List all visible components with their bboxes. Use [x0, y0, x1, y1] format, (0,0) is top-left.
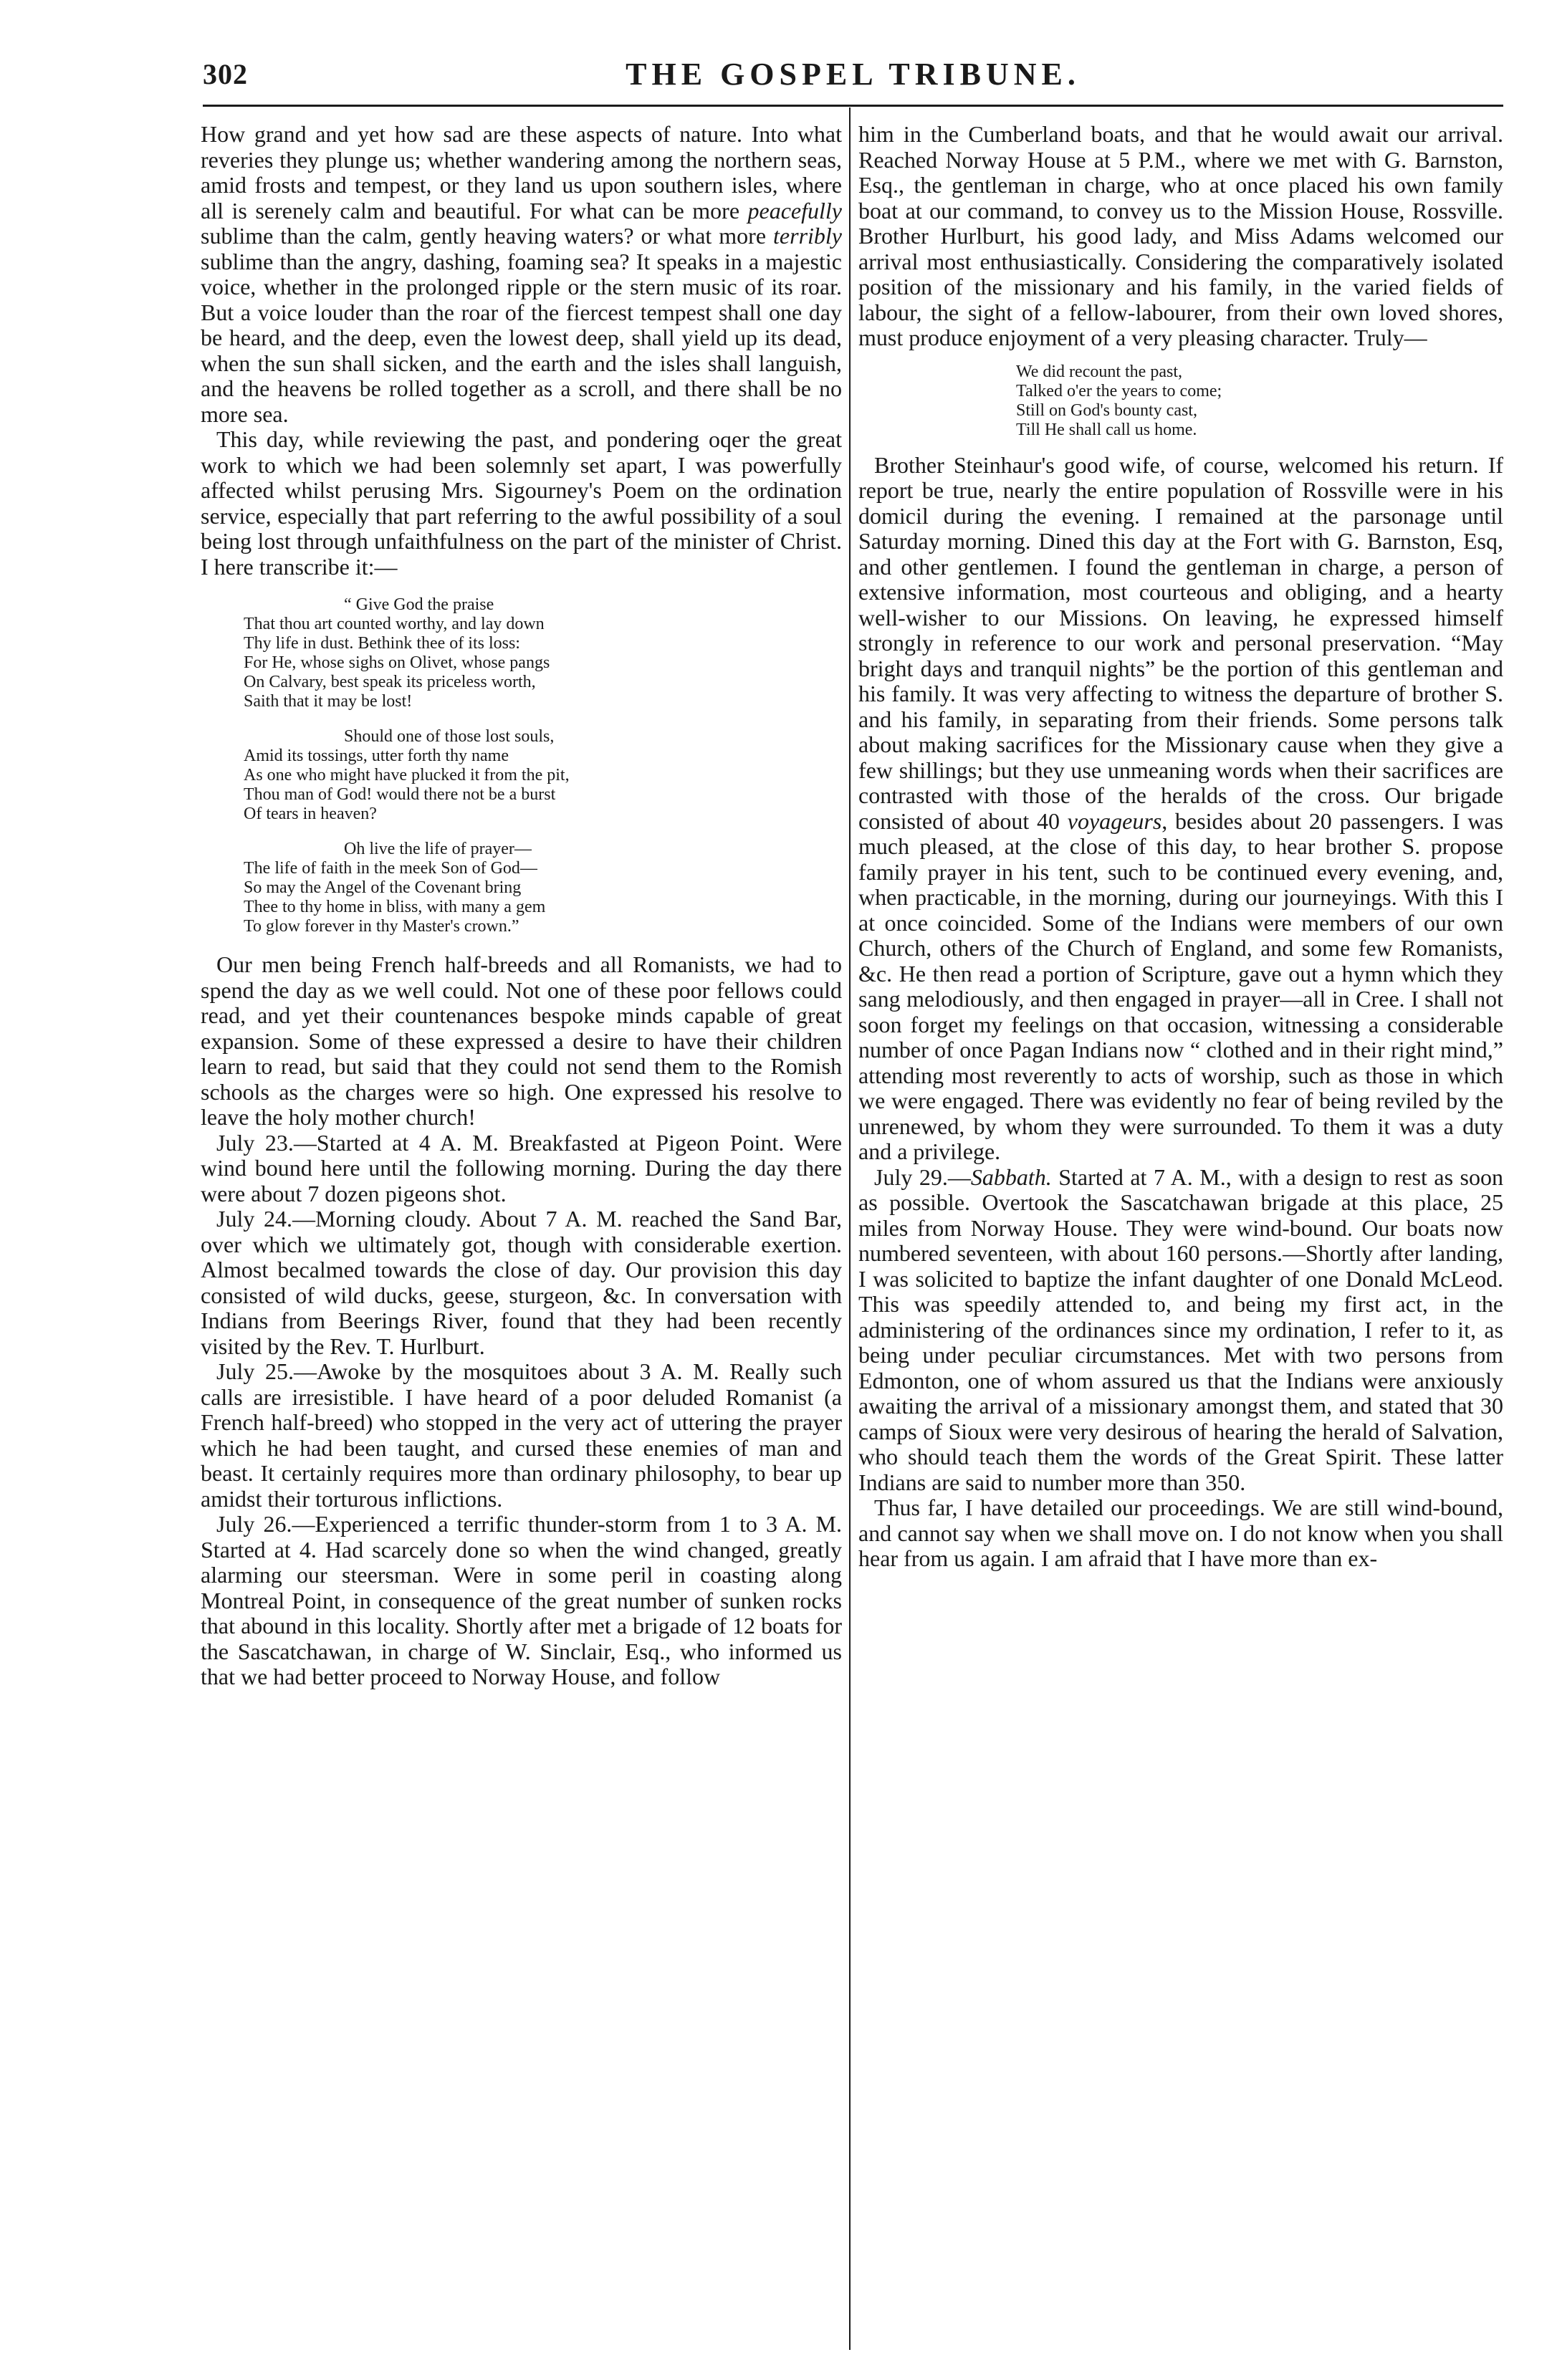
poem-line: Amid its tossings, utter forth thy name — [244, 747, 509, 765]
poem-stanza-1 — [244, 595, 842, 711]
poem-line: On Calvary, best speak its priceless worth, — [244, 673, 536, 691]
poem-line: Should one of those lost souls, — [344, 727, 555, 746]
poem-line: Saith that it may be lost! — [244, 692, 413, 711]
paragraph-july-25: July 25.—Awoke by the mosquitoes about 3 A. M. Really such calls are irresistible. I have heard of a poor deluded Romanist (a French half-breed) who stopped in the very act of uttering the prayer which he had been taught, and cursed these enemies of man and beast. It certainly requires more than ordinary philosophy, to bear up amidst their torturous inflictions. — [201, 1358, 842, 1512]
column-divider — [849, 107, 851, 2350]
paragraph-steinhaur: Brother Steinhaur's good wife, of course, welcomed his return. If report be true, nearly the entire population of Rossville were in his domicil during the evening. I remained at the parsonage until Saturday morning. Dined this day at the Fort with G. Barnston, Esq, and other gentlemen. I found the gentleman in charge, a person of extensive information, most courteous and obliging, and a hearty well-wisher to our Missions. On leaving, he expressed himself strongly in reference to our work and personal preservation. “May bright days and tranquil nights” be the portion of this gentleman and his family. It was very affecting to witness the departure of brother S. and his family, in separating from their friends. Some persons talk about making sacrifices for the Missionary cause when they give a few shillings; but they use unmeaning words when their sacrifices are contrasted with those of the heralds of the cross. Our brigade consisted of about 40 voyageurs, besides about 20 passengers. I was much pleased, at the close of this day, to hear brother S. propose family prayer in his tent, such to be continued every evening, and, when practicable, in the morning, during our journeyings. With this I at once coincided. Some of the Indians were members of our own Church, others of the Church of England, and some few Romanists, &c. He then read a portion of Scripture, gave out a hymn which they sang melodiously, and then engaged in prayer—all in Cree. I shall not soon forget my feelings on that occasion, witnessing a considerable number of once Pagan Indians now “ clothed and in their right mind,” attending most reverently to acts of worship, such as those in which we were engaged. There was evidently no fear of being reviled by the unrenewed, by whom they were surrounded. To them it was a duty and a privilege. — [858, 451, 1503, 1164]
paragraph-men-romanists: Our men being French half-breeds and all Romanists, we had to spend the day as we well could. Not one of these poor fellows could read, and yet their countenances bespoke minds capable of great expansion. Some of these expressed a desire to have their children learn to read, but said that they could not send them to the Romish schools as the charges were so high. One expressed his resolve to leave the holy mother church! — [201, 951, 842, 1130]
paragraph-july-23: July 23.—Started at 4 A. M. Breakfasted at Pigeon Point. Were wind bound here until the following morning. During the day there were about 7 dozen pigeons shot. — [201, 1129, 842, 1206]
right-column — [858, 122, 1503, 2328]
left-column — [201, 122, 842, 2328]
poem-line: We did recount the past, — [1016, 362, 1182, 381]
poem-line: Talked o'er the years to come; — [1016, 381, 1222, 400]
paragraph-closing: Thus far, I have detailed our proceedings. We are still wind-bound, and cannot say when we shall move on. I do not know when you shall hear from us again. I am afraid that I have more than ex- — [858, 1494, 1503, 1571]
poem-line: Thou man of God! would there not be a burst — [244, 785, 556, 804]
paragraph-norway-house: him in the Cumberland boats, and that he would await our arrival. Reached Norway House at 5 P.M., where we met with G. Barnston, Esq., the gentleman in charge, who at once placed his own family boat at our command, to convey us to the Mission House, Rossville. Brother Hurlburt, his good lady, and Miss Adams welcomed our arrival most enthusiastically. Considering the comparatively isolated position of the missionary and his family, in the varied fields of labour, the sight of a fellow-labourer, from their own loved shores, must produce enjoyment of a very pleasing character. Truly— — [858, 122, 1503, 350]
poem-line: Still on God's bounty cast, — [1016, 400, 1197, 420]
poem-line: Till He shall call us home. — [1016, 420, 1197, 439]
poem-line: To glow forever in thy Master's crown.” — [244, 917, 519, 936]
poem-line: That thou art counted worthy, and lay down — [244, 615, 545, 633]
poem-stanza-2 — [244, 727, 842, 824]
poem-line: As one who might have plucked it from the pit, — [244, 766, 570, 784]
page-number: 302 — [203, 58, 248, 90]
poem-line: “ Give God the praise — [344, 595, 494, 614]
poem-line: Oh live the life of prayer— — [344, 840, 532, 858]
poem-line: Thee to thy home in bliss, with many a gem — [244, 898, 546, 916]
poem-line: So may the Angel of the Covenant bring — [244, 878, 522, 897]
poem-stanza-3 — [244, 840, 842, 936]
poem-line: Of tears in heaven? — [244, 805, 377, 823]
poem-sigourney — [244, 595, 842, 936]
page-header — [203, 53, 1503, 99]
paragraph-ordination-poem-intro: This day, while reviewing the past, and pondering oqer the great work to which we had been solemnly set apart, I was powerfully affected whilst perusing Mrs. Sigourney's Poem on the ordination service, especially that part referring to the awful possibility of a soul being lost through unfaithfulness on the part of the minister of Christ. I here transcribe it:— — [201, 426, 842, 580]
poem-recount-past — [1016, 363, 1503, 440]
paragraph-july-29: July 29.—Sabbath. Started at 7 A. M., with a design to rest as soon as possible. Overtook the Sascatchawan brigade at this place, 25 miles from Norway House. They were wind-bound. Our boats now numbered seventeen, with about 160 persons.—Shortly after landing, I was solicited to baptize the infant daughter of one Donald McLeod. This was speedily attended to, and being my first act, in the administering of the ordinances since my ordination, I refer to it, as being under peculiar circumstances. Met with two persons from Edmonton, one of whom assured us that the Indians were anxiously awaiting the arrival of a missionary amongst them, and stated that 30 camps of Sioux were very desirous of hearing the herald of Salvation, who should teach them the words of the Great Spirit. These latter Indians are said to number more than 350. — [858, 1163, 1503, 1495]
poem-line: Thy life in dust. Bethink thee of its loss: — [244, 634, 520, 653]
poem-line: For He, whose sighs on Olivet, whose pangs — [244, 653, 550, 672]
paragraph-july-26: July 26.—Experienced a terrific thunder-storm from 1 to 3 A. M. Started at 4. Had scarcely done so when the wind changed, greatly alarming our steersman. Were in some peril in coasting along Montreal Point, in consequence of the great number of sunken rocks that abound in this locality. Shortly after met a brigade of 12 boats for the Sascatchawan, in charge of W. Sinclair, Esq., who informed us that we had better proceed to Norway House, and follow — [201, 1511, 842, 1689]
poem-line: The life of faith in the meek Son of God— — [244, 859, 537, 878]
paragraph-july-24: July 24.—Morning cloudy. About 7 A. M. reached the Sand Bar, over which we ultimately got, though with considerable exertion. Almost becalmed towards the close of day. Our provision this day consisted of wild ducks, geese, sturgeon, &c. In conversation with Indians from Beerings River, found that they had been recently visited by the Rev. T. Hurlburt. — [201, 1206, 842, 1359]
header-rule — [203, 105, 1503, 107]
running-title: THE GOSPEL TRIBUNE. — [626, 57, 1081, 92]
paragraph-sea-reflection: How grand and yet how sad are these aspects of nature. Into what reveries they plunge us; whether wandering among the northern seas, amid frosts and tempest, or they land us upon southern isles, where all is serenely calm and beautiful. For what can be more peacefully sublime than the calm, gently heaving waters? or what more terribly sublime than the angry, dashing, foaming sea? It speaks in a majestic voice, whether in the prolonged ripple or the stern music of its roar. But a voice louder than the roar of the fiercest tempest shall one day be heard, and the deep, even the lowest deep, shall yield up its dead, when the sun shall sicken, and the earth and the isles shall languish, and the heavens be rolled together as a scroll, and there shall be no more sea. — [201, 122, 842, 427]
